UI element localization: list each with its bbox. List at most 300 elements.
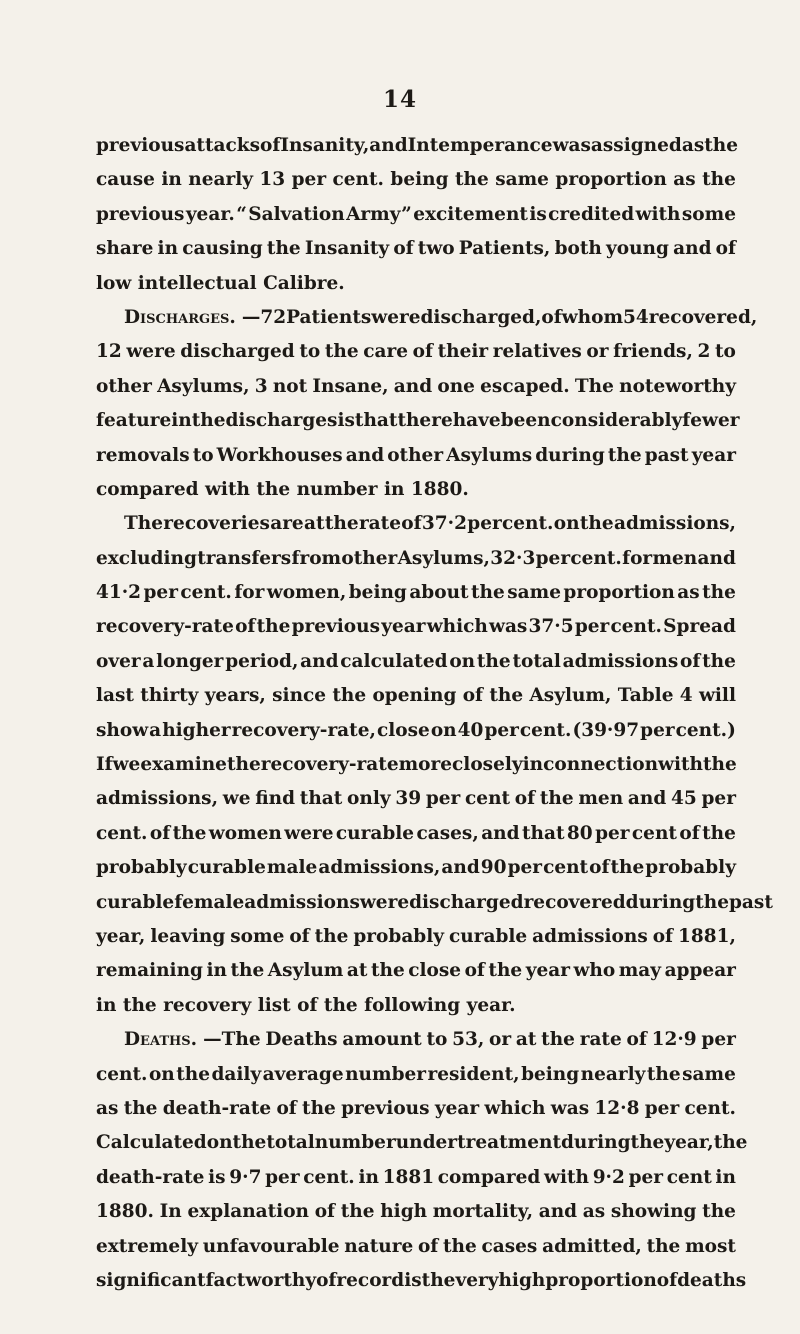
word: nearly <box>188 169 253 191</box>
word: same <box>495 169 549 191</box>
word: admissions <box>532 925 648 947</box>
word: Patients <box>286 306 372 328</box>
page-number: 14 <box>382 86 417 113</box>
word: year <box>691 444 736 466</box>
word: female <box>174 891 245 913</box>
word: Calculated <box>96 1132 207 1154</box>
text-line <box>96 542 736 576</box>
word: in <box>358 1166 379 1188</box>
word: cent. <box>502 513 554 535</box>
word: 1880. <box>96 1201 154 1223</box>
word: during <box>535 444 605 466</box>
word: extremely <box>96 1235 198 1257</box>
word: remaining <box>96 960 203 982</box>
word: relatives <box>492 341 582 363</box>
word: of <box>412 341 433 363</box>
word: in <box>522 754 544 776</box>
word: per <box>701 1029 736 1051</box>
word: Asylum <box>267 960 344 982</box>
word: Asylums <box>446 444 533 466</box>
word: proportion <box>545 1269 657 1291</box>
word: “ <box>236 203 247 225</box>
word: on <box>553 513 580 535</box>
word: worthy <box>245 1269 317 1291</box>
word: as <box>96 1097 119 1119</box>
word: in <box>715 1166 736 1188</box>
word: Insane, <box>312 375 389 397</box>
word: 4 <box>679 685 693 707</box>
word: curable <box>335 822 415 844</box>
word: and <box>441 857 480 879</box>
word: death-rate <box>96 1166 205 1188</box>
word: the <box>123 1097 158 1119</box>
word: the <box>172 822 207 844</box>
word: removals <box>96 444 190 466</box>
word: cent <box>543 857 589 879</box>
word: high <box>380 1201 428 1223</box>
word: care <box>363 341 409 363</box>
word: admissions, <box>318 857 441 879</box>
text-line <box>96 782 736 816</box>
word: excitement <box>413 203 528 225</box>
word: to <box>715 341 736 363</box>
word: years, <box>204 685 266 707</box>
word: of <box>235 616 256 638</box>
word: of <box>417 1235 439 1257</box>
word: is <box>337 410 355 432</box>
word: leaving <box>150 925 226 947</box>
word: for <box>234 582 265 604</box>
word: the <box>539 788 574 810</box>
word: admissions <box>562 650 679 672</box>
word: 9·7 <box>229 1166 262 1188</box>
word: was <box>550 1097 590 1119</box>
word: of <box>541 306 562 328</box>
word: during <box>561 1132 631 1154</box>
word: was <box>552 135 591 156</box>
word: per <box>143 582 178 604</box>
word: cent. <box>570 547 622 569</box>
word: the <box>488 960 523 982</box>
word: previous <box>96 203 185 225</box>
word: some <box>681 203 736 225</box>
word: per <box>574 616 610 638</box>
word: the <box>713 1132 748 1154</box>
word: the <box>324 341 359 363</box>
word: there <box>397 410 453 432</box>
word: with <box>544 1166 589 1188</box>
text-line <box>96 610 736 644</box>
word: the <box>702 650 736 672</box>
word: deaths <box>677 1269 747 1291</box>
word: the <box>332 685 367 707</box>
word: opening <box>372 685 457 707</box>
word: per <box>484 719 519 741</box>
word: with <box>635 203 681 225</box>
word: which <box>484 1097 546 1119</box>
word: per <box>640 719 675 741</box>
word: recovery-rate <box>260 754 399 776</box>
word: of <box>679 822 700 844</box>
word: average <box>262 1063 344 1085</box>
text-line <box>96 851 736 885</box>
word: 53, <box>452 1029 485 1051</box>
text-line <box>96 1092 736 1126</box>
word: on <box>430 719 457 741</box>
word: 9·2 <box>592 1166 625 1188</box>
text-line <box>96 1023 736 1057</box>
word: the <box>695 891 729 913</box>
word: men <box>652 547 698 569</box>
word: proportion <box>563 582 675 604</box>
word: under <box>395 1132 458 1154</box>
word: of <box>276 1097 297 1119</box>
word: as <box>681 135 705 156</box>
word: were <box>126 341 176 363</box>
word: transfers <box>197 547 292 569</box>
word: admissions, <box>96 788 219 810</box>
word: the <box>489 685 524 707</box>
word: fact <box>205 1269 246 1291</box>
word: cases, <box>416 822 479 844</box>
word: cent. <box>332 169 384 191</box>
word: we <box>112 754 141 776</box>
text-line <box>96 198 736 232</box>
word: probably <box>96 857 187 879</box>
word: is <box>529 203 547 225</box>
text-line <box>96 714 736 748</box>
word: other <box>387 444 444 466</box>
word: of <box>314 1201 336 1223</box>
word: for <box>622 547 653 569</box>
word: compared <box>437 1166 541 1188</box>
word: examine <box>140 754 227 776</box>
word: per <box>291 169 327 191</box>
word: of <box>393 238 414 260</box>
word: the <box>702 822 736 844</box>
word: of <box>464 960 485 982</box>
word: or <box>489 1029 512 1051</box>
word: the <box>191 410 226 432</box>
word: curable <box>449 925 528 947</box>
word: escaped. <box>480 375 570 397</box>
word: and <box>300 650 339 672</box>
word: to <box>299 341 321 363</box>
word: Patients, <box>458 238 551 260</box>
word: discharged, <box>420 306 542 328</box>
word: whom <box>561 306 624 328</box>
word: 80 <box>566 822 593 844</box>
word: of <box>652 925 674 947</box>
word: in <box>161 169 182 191</box>
word: a <box>149 719 162 741</box>
word: men <box>578 788 624 810</box>
text-line <box>96 232 736 266</box>
word: high <box>498 1269 546 1291</box>
text-line <box>96 1058 736 1092</box>
word: and <box>697 547 736 569</box>
word: both <box>554 238 602 260</box>
word: longer <box>156 650 224 672</box>
word: have <box>452 410 501 432</box>
word: assigned <box>590 135 682 156</box>
word: the <box>340 1201 375 1223</box>
word: Spread <box>663 616 736 638</box>
word: 40 <box>457 719 484 741</box>
text-line: in the recovery list of the following year. <box>96 994 516 1016</box>
word: closely <box>452 754 523 776</box>
word: the <box>230 960 265 982</box>
word: or <box>586 341 609 363</box>
word: total <box>512 650 561 672</box>
text-line <box>96 1126 748 1160</box>
word: the <box>314 925 349 947</box>
word: were <box>371 306 421 328</box>
word: male <box>266 857 318 879</box>
text-line <box>96 886 773 920</box>
word: per <box>644 1097 680 1119</box>
word: Insanity, <box>280 135 370 156</box>
word: about <box>409 582 469 604</box>
word: curable <box>187 857 266 879</box>
word: is <box>208 1166 226 1188</box>
word: appear <box>664 960 736 982</box>
word: the <box>454 169 489 191</box>
word: the <box>607 444 642 466</box>
word: admissions <box>244 891 360 913</box>
word: from <box>291 547 342 569</box>
word: been <box>500 410 551 432</box>
word: 32·3 <box>490 547 536 569</box>
word: Insanity <box>304 238 390 260</box>
word: of <box>289 925 310 947</box>
word: show <box>96 719 149 741</box>
text-line <box>96 679 736 713</box>
word: and <box>627 788 667 810</box>
word: with <box>658 754 703 776</box>
word: that <box>299 788 343 810</box>
word: Asylums, <box>397 547 490 569</box>
word: 12·9 <box>651 1029 697 1051</box>
word: previous <box>341 1097 430 1119</box>
word: rate <box>579 1029 622 1051</box>
body-text <box>96 129 773 1298</box>
word: being <box>390 169 449 191</box>
word: daily <box>211 1063 262 1085</box>
word: fewer <box>682 410 740 432</box>
word: at <box>304 513 325 535</box>
word: on <box>206 1132 233 1154</box>
text-line <box>96 1230 736 1264</box>
word: and <box>345 444 385 466</box>
word: other <box>341 547 398 569</box>
word: is <box>404 1269 422 1291</box>
word: share <box>96 238 154 260</box>
word: amount <box>342 1029 422 1051</box>
word: in <box>171 410 192 432</box>
word: cause <box>96 169 155 191</box>
word: per <box>507 857 543 879</box>
word: as <box>673 169 696 191</box>
text-line <box>96 954 736 988</box>
word: Table <box>617 685 674 707</box>
word: the <box>476 650 511 672</box>
word: the <box>302 1097 336 1119</box>
word: we <box>222 788 251 810</box>
word: which <box>426 616 488 638</box>
word: per <box>628 1166 664 1188</box>
text-line: compared with the number in 1880. <box>96 478 469 500</box>
text-line <box>96 129 739 163</box>
word: 1881, <box>678 925 736 947</box>
word: were <box>284 822 334 844</box>
word: that <box>521 822 565 844</box>
word: 37·2 <box>421 513 467 535</box>
word: the <box>702 582 736 604</box>
word: of <box>260 135 281 156</box>
word: the <box>176 1063 210 1085</box>
word: higher <box>162 719 231 741</box>
word: year. <box>185 203 235 225</box>
word: on <box>449 650 476 672</box>
word: at <box>515 1029 537 1051</box>
word: of <box>149 822 171 844</box>
word: since <box>272 685 327 707</box>
word: recovered, <box>648 306 758 328</box>
word: 13 <box>259 169 286 191</box>
word: who <box>573 960 616 982</box>
word: previous <box>96 135 185 156</box>
word: cent. <box>610 616 662 638</box>
word: discharged <box>180 341 295 363</box>
word: to <box>192 444 214 466</box>
word: very <box>455 1269 499 1291</box>
word: close <box>376 719 430 741</box>
word: causing <box>182 238 263 260</box>
word: period, <box>225 650 299 672</box>
word: the <box>541 1029 575 1051</box>
word: and <box>673 238 712 260</box>
word: 54 <box>623 306 649 328</box>
section-heading-discharges: Discharges. <box>124 306 236 328</box>
word: nearly <box>580 1063 646 1085</box>
text-line <box>96 576 736 610</box>
word: of <box>514 788 536 810</box>
word: and <box>393 375 433 397</box>
word: on <box>148 1063 175 1085</box>
text-line <box>96 370 736 404</box>
word: recovery-rate, <box>231 719 376 741</box>
word: some <box>230 925 285 947</box>
word: per <box>425 788 461 810</box>
word: The <box>574 375 614 397</box>
word: Salvation <box>248 203 345 225</box>
word: same <box>507 582 561 604</box>
word: to <box>426 1029 448 1051</box>
word: In <box>159 1201 182 1223</box>
word: 3 <box>254 375 268 397</box>
word: explanation <box>187 1201 310 1223</box>
word: per <box>595 822 630 844</box>
word: showing <box>610 1201 697 1223</box>
word: 1881 <box>382 1166 435 1188</box>
word: record <box>336 1269 405 1291</box>
word: the <box>630 1132 665 1154</box>
word: were <box>359 891 410 913</box>
text-line <box>96 163 736 197</box>
word: of <box>401 513 422 535</box>
word: women <box>208 822 282 844</box>
word: Deaths <box>265 1029 338 1051</box>
word: year <box>434 1097 480 1119</box>
word: in <box>157 238 179 260</box>
word: year <box>525 960 570 982</box>
word: feature <box>96 410 172 432</box>
word: of <box>462 685 484 707</box>
word: thirty <box>140 685 199 707</box>
word: young <box>606 238 669 260</box>
word: not <box>272 375 308 397</box>
text-line <box>96 507 736 541</box>
word: the <box>702 169 736 191</box>
word: over <box>96 650 141 672</box>
word: being <box>348 582 407 604</box>
text-line <box>96 920 736 954</box>
word: probably <box>645 857 736 879</box>
word: cent. <box>519 719 572 741</box>
word: —The <box>203 1029 261 1051</box>
word: women, <box>266 582 347 604</box>
word: 12·8 <box>594 1097 640 1119</box>
word: and <box>369 135 408 156</box>
word: per <box>535 547 571 569</box>
word: admitted, <box>542 1235 642 1257</box>
section-heading-deaths: Deaths. <box>124 1029 198 1051</box>
word: Army” <box>346 203 412 225</box>
word: and <box>538 1201 578 1223</box>
text-line <box>96 1195 736 1229</box>
word: that <box>354 410 398 432</box>
word: the <box>702 1201 736 1223</box>
word: of <box>715 238 736 260</box>
word: the <box>370 960 405 982</box>
word: rate <box>358 513 401 535</box>
word: may <box>618 960 662 982</box>
word: excluding <box>96 547 197 569</box>
word: of <box>626 1029 647 1051</box>
word: the <box>471 582 505 604</box>
word: the <box>610 857 645 879</box>
word: cent. <box>684 1097 736 1119</box>
text-line <box>96 301 758 335</box>
word: Workhouses <box>216 444 343 466</box>
word: number <box>345 1063 427 1085</box>
word: 90 <box>480 857 507 879</box>
word: the <box>579 513 614 535</box>
word: the <box>256 616 291 638</box>
word: cent. <box>96 1063 148 1085</box>
word: per <box>265 1166 300 1188</box>
word: and <box>481 822 520 844</box>
word: proportion <box>555 169 667 191</box>
text-line <box>96 1161 736 1195</box>
word: —72 <box>241 306 287 328</box>
text-line <box>96 1264 747 1298</box>
word: unfavourable <box>202 1235 340 1257</box>
word: admissions, <box>613 513 736 535</box>
word: are <box>270 513 304 535</box>
word: the <box>703 754 737 776</box>
